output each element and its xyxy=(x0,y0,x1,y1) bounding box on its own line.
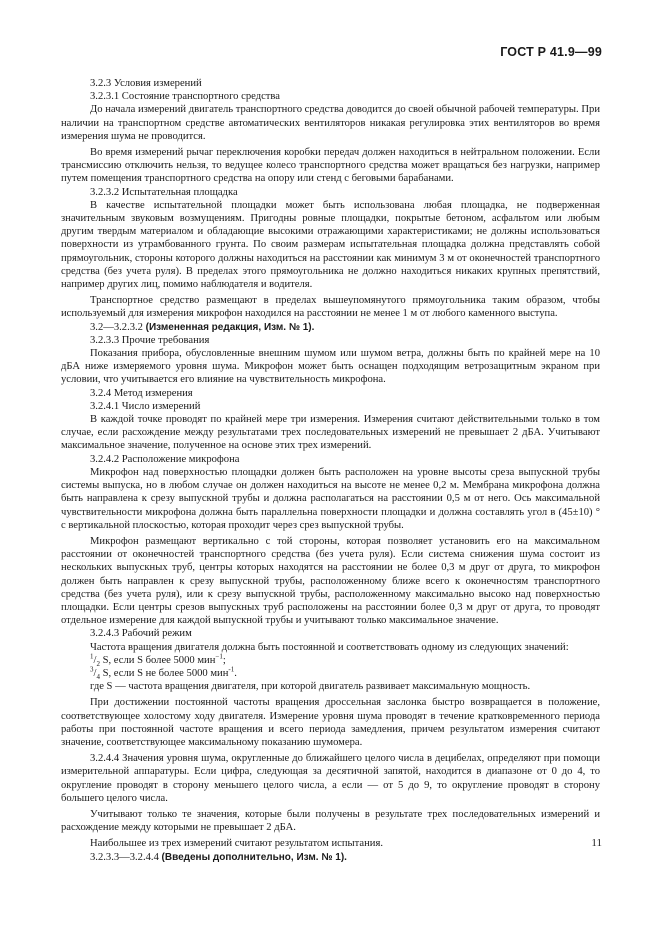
heading-3-2-3: 3.2.3 Условия измерений xyxy=(90,78,202,89)
fraction-denominator: 4 xyxy=(96,673,100,682)
heading-3-2-4-3: 3.2.4.3 Рабочий режим xyxy=(90,628,192,640)
formula-end: . xyxy=(234,667,237,679)
formula-text: S, если S не более 5000 мин xyxy=(102,667,229,679)
paragraph: 3.2.4.4 Значения уровня шума, округленные до ближайшего целого числа в децибелах, определяют при помощи измерительной аппаратуры. Если цифра, следующая за десятичной запятой, находится в диапазоне от 0 до 4, то округление проводят в сторону меньшего целого числа, а если — от 5 до 9, то округление проводят в сторону большего целого числа. xyxy=(61,753,600,804)
fraction-denominator: 2 xyxy=(96,659,100,668)
paragraph: Показания прибора, обусловленные внешним шумом или шумом ветра, должны быть по крайней мере на 10 дБА ниже измеряемого уровня шума. Микрофон может быть оснащен подходящим ветрозащитным экраном при условии, что учитывается его влияние на чувствительность микрофона. xyxy=(61,348,600,386)
formula-line: $^1/_2$ S, если S более 5000 мин$^{-1}$; xyxy=(90,652,226,668)
heading-3-2-3-3: 3.2.3.3 Прочие требования xyxy=(90,334,210,346)
paragraph: Во время измерений рычаг переключения коробки передач должен находиться в нейтральном положении. Если трансмиссию отключить нельзя, то ведущее колесо транспортного средства может вращаться без нагрузки, например путем помещения транспортного средства на опору или стенд с беговыми барабанами. xyxy=(61,147,600,185)
fraction-numerator: 1 xyxy=(90,652,94,661)
formula-legend: где S — частота вращения двигателя, при которой двигатель развивает максимальную мощность. xyxy=(90,681,531,693)
paragraph: В каждой точке проводят по крайней мере три измерения. Измерения считают действительными только в том случае, если расхождение между результатами трех последовательных измерений не превышает 2 дБА. Учитывают максимальное значение, полученное на основе этих трех измерений. xyxy=(61,414,600,452)
paragraph: Микрофон размещают вертикально с той стороны, которая позволяет установить его на максимальном расстоянии от оконечностей транспортного средства (без учета руля). Если система снижения шума состоит из нескольких выпускных труб, центры которых находятся на расстоянии не более 0,3 м друг от друга, то микрофон должен быть направлен к срезу выпускной трубы, расположенному ближе всего к оконечностям транспортного средства (без учета руля), или к срезу выпускной трубы, расположенному максимально высоко над поверхностью площадки. Если центры срезов выпускных труб расположены на расстоянии более 0,3 м друг от друга, то проводят отдельное измерение для каждой выпускной трубы и учитывают только максимальное значение. xyxy=(61,535,600,627)
amendment-text: (Введены дополнительно, Изм. № 1). xyxy=(161,851,347,863)
amendment-range: 3.2.3.3—3.2.4.4 xyxy=(90,851,159,863)
formula-text: S, если S более 5000 мин xyxy=(102,654,216,666)
heading-3-2-3-2: 3.2.3.2 Испытательная площадка xyxy=(90,186,238,198)
heading-3-2-4-2: 3.2.4.2 Расположение микрофона xyxy=(90,453,240,465)
paragraph: В качестве испытательной площадки может быть использована любая площадка, не подверженная значительным звуковым возмущениям. Пригодны ровные площадки, покрытые бетоном, асфальтом или любым другим твердым материалом и обладающие высокими отражающими характеристиками; не должны использоваться поверхности из утрамбованного грунта. По своим размерам испытательная площадка должна представлять собой прямоугольник, стороны которого должны находиться на расстоянии как минимум 3 м от оконечностей транспортного средства (без учета руля). В пределах этого прямоугольника не должно находиться никаких крупных препятствий, например других лиц, помимо наблюдателя и водителя. xyxy=(61,199,600,291)
amendment-text: (Измененная редакция, Изм. № 1). xyxy=(145,321,315,333)
paragraph: Микрофон над поверхностью площадки должен быть расположен на уровне высоты среза выпускной трубы системы выпуска, но в любом случае он должен находиться на высоте не менее 0,2 м. Мембрана микрофона должна быть направлена к срезу выпускной трубы и должна располагаться на расстоянии 0,5 м от него. Ось максимальной чувствительности микрофона должна быть параллельна поверхности площадки и должна составлять угол в (45±10) ° с вертикальной плоскостью, которая проходит через срез выпускной трубы. xyxy=(61,466,600,531)
paragraph: До начала измерений двигатель транспортного средства доводится до своей обычной рабочей температуры. При наличии на транспортном средстве автоматических вентиляторов никакая регулировка этих вентиляторов во время измерения шума не проводится. xyxy=(61,104,600,142)
formula-line: $^3/_4$ S, если S не более 5000 мин$^{-1}$. xyxy=(90,665,237,682)
heading-3-2-4-1: 3.2.4.1 Число измерений xyxy=(90,400,201,412)
heading-3-2-4: 3.2.4 Метод измерения xyxy=(90,387,193,399)
amendment-range: 3.2—3.2.3.2 xyxy=(90,321,143,333)
standard-header: ГОСТ Р 41.9—99 xyxy=(500,45,602,59)
paragraph: Транспортное средство размещают в пределах вышеупомянутого прямоугольника таким образом, чтобы используемый для измерения микрофон находился на расстоянии не менее 1 м от любого каменного выступа. xyxy=(61,295,600,320)
paragraph: Частота вращения двигателя должна быть постоянной и соответствовать одному из следующих значений: xyxy=(90,641,569,653)
unit-exponent: -1 xyxy=(228,665,235,674)
amendment-note xyxy=(61,851,600,864)
fraction-numerator: 3 xyxy=(90,665,94,674)
document-body xyxy=(61,77,600,864)
paragraph: Учитывают только те значения, которые были получены в результате трех последовательных измерений и расхождение между которыми не превышает 2 дБА. xyxy=(61,808,600,834)
paragraph: Наибольшее из трех измерений считают результатом испытания. xyxy=(90,838,383,850)
page-number: 11 xyxy=(591,837,602,849)
unit-exponent: −1 xyxy=(215,652,223,661)
paragraph: При достижении постоянной частоты вращения дроссельная заслонка быстро возвращается в положение, соответствующее холостому ходу двигателя. Измерение уровня шума проводят в течение кратковременного периода работы при постоянной частоте вращения и всего периода замедления, причем результатом измерения считают значение, соответствующее максимальному показанию шумомера. xyxy=(61,697,600,748)
formula-end: ; xyxy=(222,654,226,666)
heading-3-2-3-1: 3.2.3.1 Состояние транспортного средства xyxy=(90,91,280,103)
amendment-note xyxy=(61,321,600,334)
